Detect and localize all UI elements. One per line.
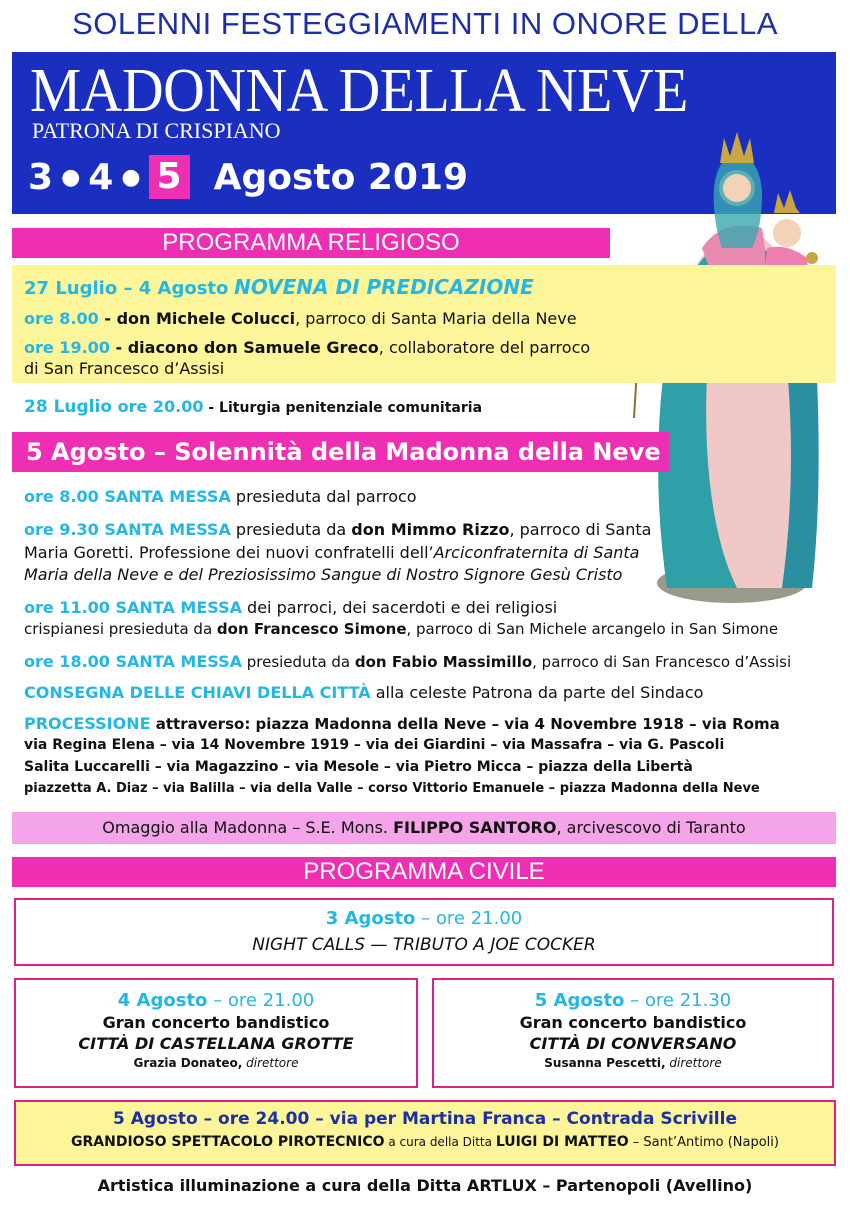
liturgy-time: ore 20.00: [112, 397, 204, 416]
confraternity-name: Arciconfraternita di Santa: [433, 543, 640, 562]
footer-credit: Artistica illuminazione a cura della Ditta ARTLUX – Partenopoli (Avellino): [97, 1176, 753, 1195]
mass-time: ore 8.00 SANTA MESSA: [24, 487, 231, 506]
mass-text: crispianesi presieduta da: [24, 620, 217, 638]
event-date: 3 Agosto: [325, 908, 416, 929]
main-title: MADONNA DELLA NEVE: [30, 57, 688, 125]
event-date: 5 Agosto: [534, 990, 625, 1011]
time: ore 19.00: [24, 338, 110, 357]
company-name: LUIGI DI MATTEO: [495, 1134, 629, 1150]
fireworks-date-line: [16, 1109, 834, 1129]
event-date-line: [434, 990, 832, 1011]
top-heading: SOLENNI FESTEGGIAMENTI IN ONORE DELLA: [72, 6, 778, 41]
keys-text: alla celeste Patrona da parte del Sindaco: [370, 683, 704, 702]
civil-program-heading: PROGRAMMA CIVILE: [12, 857, 836, 887]
procession-route: attraverso: piazza Madonna della Neve – via 4 Novembre 1918 – via Roma: [150, 715, 780, 733]
mass-text: dei parroci, dei sacerdoti e dei religiosi: [241, 598, 558, 617]
mass-1: [24, 487, 417, 506]
dot-separator: ●: [61, 164, 81, 190]
conductor-name: Susanna Pescetti,: [544, 1056, 666, 1070]
event-line: Gran concerto bandistico: [102, 1013, 330, 1032]
event-title: NIGHT CALLS — TRIBUTO A JOE COCKER: [252, 935, 596, 955]
separator: -: [109, 338, 128, 357]
novena-line-3: di San Francesco d’Assisi: [24, 359, 225, 378]
event-date-line: [16, 908, 832, 929]
celebrant-name: don Fabio Massimillo: [354, 653, 533, 671]
event-time: – ore 21.00: [415, 908, 523, 929]
liturgy-line: [24, 397, 482, 417]
conductor-role: direttore: [665, 1056, 722, 1070]
novena-line-2: [24, 338, 590, 357]
celebrant-name: don Mimmo Rizzo: [351, 520, 510, 539]
mass-2-line-3: Maria della Neve e del Preziosissimo Sangue di Nostro Signore Gesù Cristo: [24, 565, 623, 584]
keys-title: CONSEGNA DELLE CHIAVI DELLA CITTÀ: [24, 683, 371, 702]
novena-line-1: [24, 309, 577, 328]
conductor-line: [434, 1056, 832, 1070]
mass-time: ore 18.00 SANTA MESSA: [24, 652, 242, 671]
event-location: – ore 24.00 – via per Martina Franca – Contrada Scriville: [197, 1109, 737, 1129]
novena-title: NOVENA DI PREDICAZIONE: [234, 275, 534, 299]
conductor-role: direttore: [242, 1056, 299, 1070]
preacher-role: , parroco di Santa Maria della Neve: [295, 309, 577, 328]
fireworks-box: [14, 1100, 836, 1166]
event-date-line: [16, 990, 416, 1011]
novena-heading: [24, 275, 534, 299]
date-day-5: 5: [149, 155, 190, 199]
homage-text: Omaggio alla Madonna – S.E. Mons.: [102, 818, 394, 837]
event-time: – ore 21.00: [207, 990, 315, 1011]
liturgy-text: - Liturgia penitenziale comunitaria: [203, 400, 483, 416]
mass-2-line-2: [24, 543, 639, 562]
event-box-5-agosto: [432, 978, 834, 1088]
archbishop-name: FILIPPO SANTORO: [393, 818, 557, 837]
homage-banner: [12, 812, 836, 844]
date-month-year: Agosto 2019: [213, 156, 469, 198]
mass-3-line-2: [24, 620, 778, 638]
event-line: Gran concerto bandistico: [519, 1013, 747, 1032]
mass-text: , parroco di San Francesco d’Assisi: [532, 653, 792, 671]
conductor-name: Grazia Donateo,: [133, 1056, 243, 1070]
dot-separator: ●: [121, 164, 141, 190]
preacher-role: , collaboratore del parroco: [378, 338, 591, 357]
novena-dates: 27 Luglio – 4 Agosto: [24, 278, 229, 299]
procession-title: PROCESSIONE: [24, 714, 151, 733]
fireworks-line: [16, 1134, 834, 1150]
mass-time: ore 9.30 SANTA MESSA: [24, 520, 231, 539]
mass-text: presieduta da: [241, 653, 355, 671]
event-date: 4 Agosto: [117, 990, 208, 1011]
date-day-4: 4: [88, 156, 114, 198]
event-box-3-agosto: [14, 898, 834, 966]
procession-line-3: Salita Luccarelli – via Magazzino – via Mesole – via Pietro Micca – piazza della Libertà: [24, 759, 693, 775]
event-date: 5 Agosto: [113, 1109, 198, 1129]
keys-ceremony: [24, 683, 703, 702]
liturgy-date: 28 Luglio: [24, 397, 113, 417]
conductor-line: [16, 1056, 416, 1070]
separator: -: [98, 309, 117, 328]
company-location: – Sant’Antimo (Napoli): [628, 1135, 779, 1150]
band-name: CITTÀ DI CASTELLANA GROTTE: [78, 1034, 354, 1053]
mass-text: presieduta da: [230, 520, 352, 539]
procession-line-4: piazzetta A. Diaz – via Balilla – via della Valle – corso Vittorio Emanuele – piazza Madonna della Neve: [24, 781, 760, 796]
mass-3: [24, 598, 557, 617]
mass-2: [24, 520, 651, 539]
band-name: CITTÀ DI CONVERSANO: [529, 1034, 737, 1053]
subtitle: PATRONA DI CRISPIANO: [32, 118, 281, 143]
homage-text: , arcivescovo di Taranto: [556, 818, 746, 837]
procession-line-1: [24, 714, 780, 733]
date-day-3: 3: [28, 156, 54, 198]
event-time: – ore 21.30: [624, 990, 732, 1011]
mass-time: ore 11.00 SANTA MESSA: [24, 598, 242, 617]
mass-text: Maria Goretti. Professione dei nuovi confratelli dell’: [24, 543, 434, 562]
fireworks-text: a cura della Ditta: [384, 1135, 496, 1149]
preacher-name: don Michele Colucci: [116, 309, 296, 328]
event-box-4-agosto: [14, 978, 418, 1088]
solemnity-heading: 5 Agosto – Solennità della Madonna della Neve: [12, 432, 670, 472]
festival-dates: [28, 155, 468, 199]
religious-program-heading: PROGRAMMA RELIGIOSO: [12, 228, 610, 258]
mass-4: [24, 652, 791, 671]
mass-text: presieduta dal parroco: [230, 487, 417, 506]
mass-text: , parroco di San Michele arcangelo in San Simone: [406, 620, 779, 638]
fireworks-title: GRANDIOSO SPETTACOLO PIROTECNICO: [71, 1134, 385, 1150]
preacher-name: diacono don Samuele Greco: [127, 338, 379, 357]
celebrant-name: don Francesco Simone: [216, 620, 407, 638]
procession-line-2: via Regina Elena – via 14 Novembre 1919 – via dei Giardini – via Massafra – via G. Pascoli: [24, 737, 725, 753]
time: ore 8.00: [24, 309, 99, 328]
mass-text: , parroco di Santa: [509, 520, 652, 539]
